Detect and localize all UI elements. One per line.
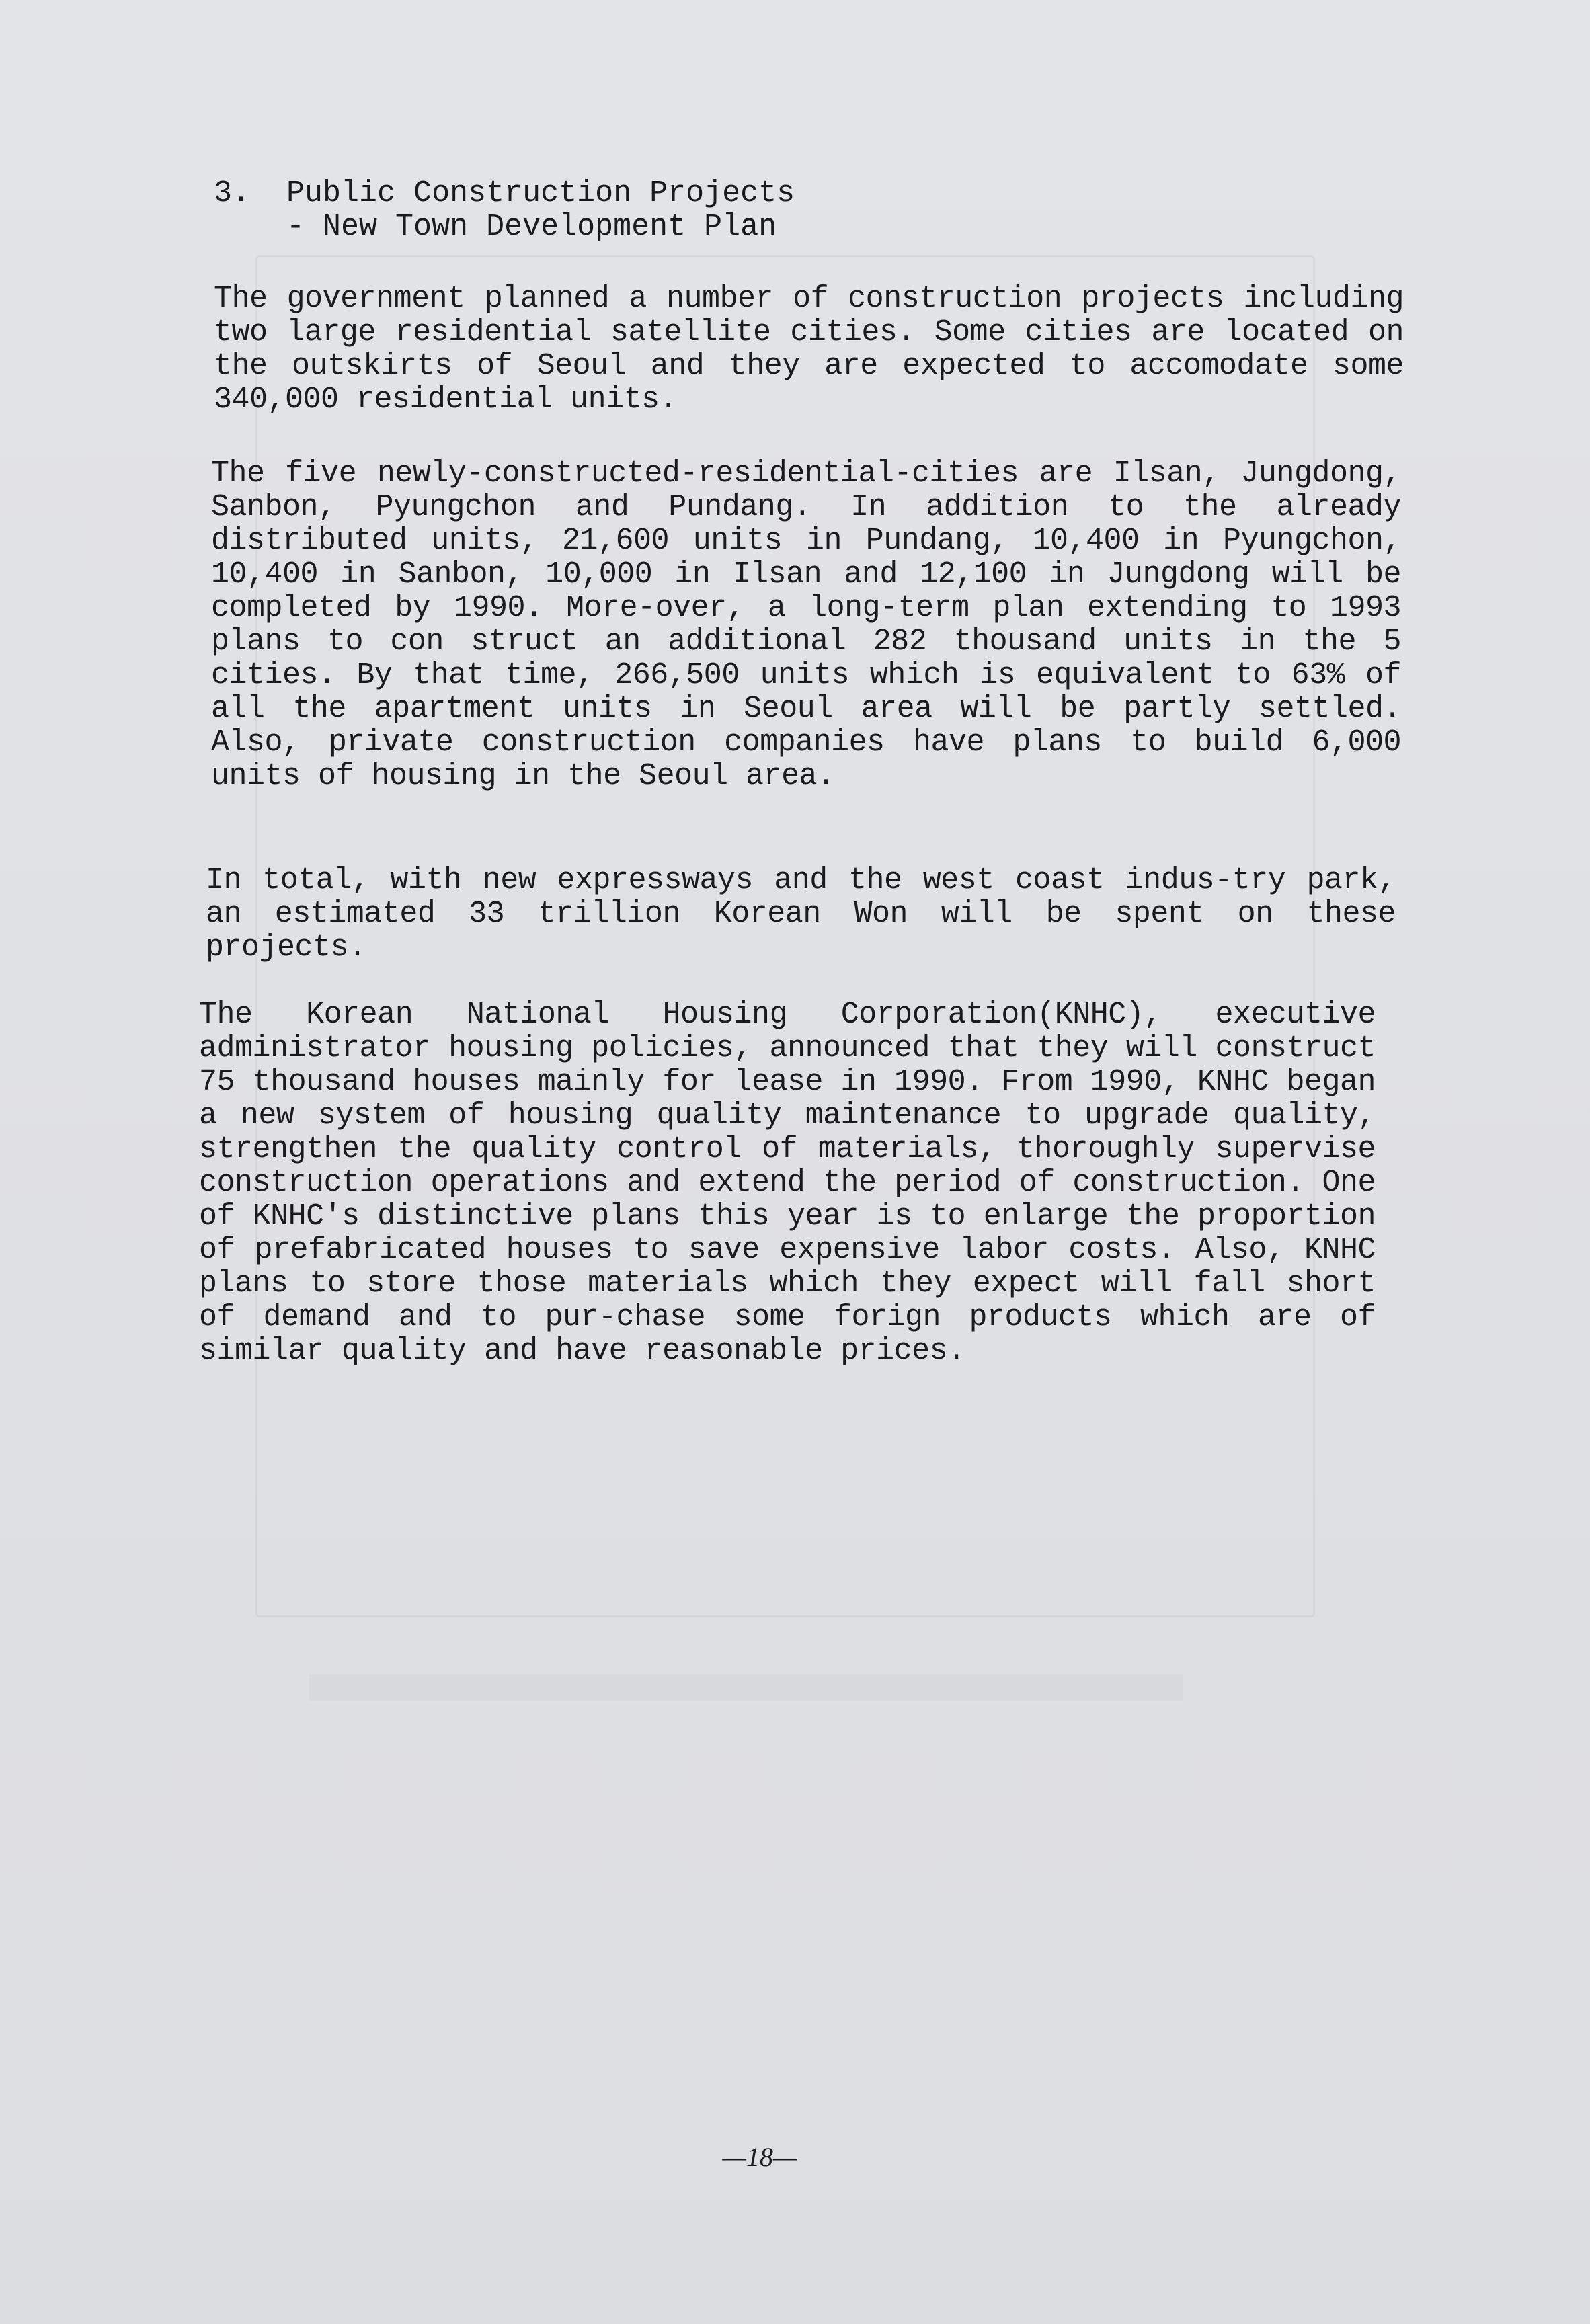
paragraph-five-cities: The five newly-constructed-residential-cities are Ilsan, Jungdong, Sanbon, Pyungchon and Pundang. In addition to the already distributed units, 21,600 units in Pundang, 10,400 in Pyungchon, 10,400 in Sanbon, 10,000 in Ilsan and 12,100 in Jungdong will be completed by 1990. More-over, a long-term plan extending to 1993 plans to con struct an additional 282 thousand units in the 5 cities. By that time, 266,500 units which is equivalent to 63% of all the apartment units in Seoul area will be partly settled. Also, private construction companies have plans to build 6,000 units of housing in the Seoul area.	[211, 456, 1401, 793]
paragraph-knhc: The Korean National Housing Corporation(KNHC), executive administrator housing policies, announced that they will construct 75 thousand houses mainly for lease in 1990. From 1990, KNHC began a new system of housing quality maintenance to upgrade quality, strengthen the quality control of materials, thoroughly supervise construction operations and extend the period of construction. One of KNHC's distinctive plans this year is to enlarge the proportion of prefabricated houses to save expensive labor costs. Also, KNHC plans to store those materials which they expect will fall short of demand and to pur-chase some forign products which are of similar quality and have reasonable prices.	[199, 998, 1376, 1368]
paragraph-government-plan: The government planned a number of construction projects including two large residential satellite cities. Some cities are located on the outskirts of Seoul and they are expected to accomodate some 340,000 residential units.	[214, 282, 1404, 417]
section-subtitle-line	[214, 210, 1222, 244]
section-heading	[214, 177, 1222, 244]
section-number: 3.	[214, 176, 251, 210]
section-title: Public Construction Projects	[286, 176, 795, 210]
section-title-line	[214, 177, 1222, 210]
page-number: —18—	[722, 2142, 797, 2172]
paragraph-total-cost: In total, with new expressways and the west coast indus-try park, an estimated 33 trillion Korean Won will be spent on these projects.	[206, 863, 1396, 965]
section-subtitle: - New Town Development Plan	[286, 210, 777, 244]
show-through-caption	[309, 1674, 1183, 1701]
